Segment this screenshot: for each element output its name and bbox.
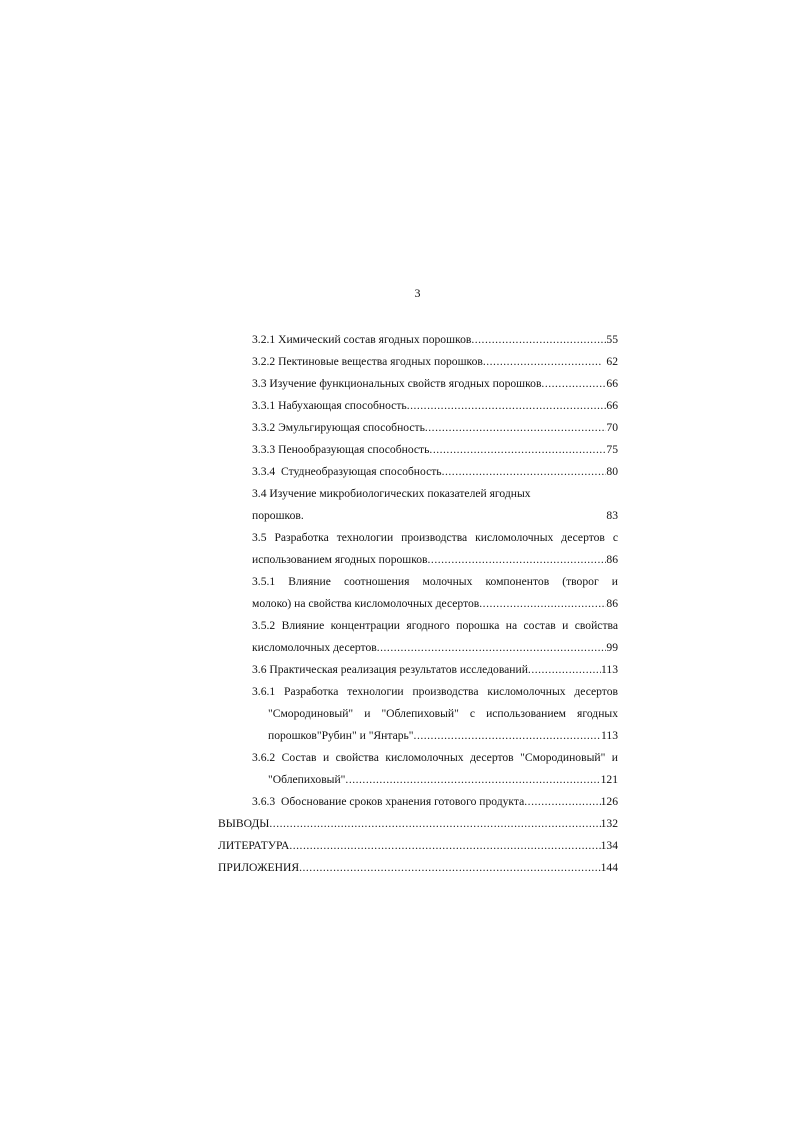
toc-entry-line: 3.6.2 Состав и свойства кисломолочных десертов "Смородиновый" и [252,751,618,764]
toc-entry-text: "Облепиховый" [268,773,346,786]
toc-entry [218,839,618,853]
toc-entry-page: 66 [606,377,618,390]
toc-entry [268,773,618,787]
toc-entry-text: ПРИЛОЖЕНИЯ [218,861,300,874]
toc-entry [218,861,618,875]
toc-entry [252,553,618,567]
toc-entry [268,729,618,743]
toc-leader [479,597,606,611]
toc-entry [252,509,618,523]
toc-entry-page: 126 [600,795,618,808]
toc-entry-text: 3.2.2 Пектиновые вещества ягодных порошков [252,355,483,368]
toc-entry-line: "Смородиновый" и "Облепиховый" с использованием ягодных [268,707,618,720]
toc-leader [528,663,601,677]
toc-leader [541,377,606,391]
toc-entry-page: 75 [606,443,618,456]
toc-entry-page: 132 [600,817,618,830]
toc-leader [442,465,607,479]
toc-entry-page: 86 [606,597,618,610]
toc-leader [471,333,606,347]
toc-entry-page: 99 [606,641,618,654]
toc-entry-text: 3.3 Изучение функциональных свойств ягодных порошков [252,377,542,390]
toc-leader [299,861,601,875]
toc-entry-text: 3.3.2 Эмульгирующая способность [252,421,425,434]
toc-entry-page: 134 [600,839,618,852]
toc-entry-page: 113 [601,729,618,742]
toc-entry-page: 66 [606,399,618,412]
toc-leader [429,443,606,457]
toc-entry [252,443,618,457]
toc-entry [252,399,618,413]
toc-entry-text: 3.3.4 Студнеобразующая способность [252,465,442,478]
toc-leader [428,553,607,567]
toc-entry-text: ВЫВОДЫ [218,817,270,830]
toc-entry-text: порошков"Рубин" и "Янтарь" [268,729,414,742]
toc-leader [345,773,600,787]
toc-leader [269,817,600,831]
toc-entry-line: 3.5.1 Влияние соотношения молочных компонентов (творог и [252,575,618,588]
toc-entry-text: порошков. [252,509,304,522]
page-number: 3 [414,286,421,300]
toc-entry [252,795,618,809]
toc-entry [252,465,618,479]
toc-entry-page: 70 [606,421,618,434]
toc-entry [252,421,618,435]
toc-entry [252,641,618,655]
toc-entry-text: использованием ягодных порошков [252,553,428,566]
toc-leader [377,641,607,655]
toc-entry-line: 3.5.2 Влияние концентрации ягодного порошка на состав и свойства [252,619,618,632]
toc-leader [289,839,600,853]
toc-entry-line: 3.6.1 Разработка технологии производства кисломолочных десертов [252,685,618,698]
toc-entry-text: 3.2.1 Химический состав ягодных порошков [252,333,472,346]
toc-entry-page: 144 [600,861,618,874]
toc-leader [483,355,602,369]
toc-leader [407,399,607,413]
toc-leader [524,795,600,809]
toc-entry-line: 3.4 Изучение микробиологических показателей ягодных [252,487,531,500]
toc-entry-page: 80 [606,465,618,478]
toc-entry-text: 3.3.1 Набухающая способность [252,399,407,412]
toc-entry-page: 113 [601,663,618,676]
toc-entry-text: ЛИТЕРАТУРА [218,839,290,852]
toc-entry-page: 62 [606,355,618,368]
toc-entry [252,355,618,369]
toc-leader [414,729,601,743]
toc-entry-text: 3.3.3 Пенообразующая способность [252,443,430,456]
toc-entry [252,333,618,347]
toc-entry-text: 3.6 Практическая реализация результатов исследований [252,663,528,676]
toc-entry-line: 3.5 Разработка технологии производства кисломолочных десертов с [252,531,618,544]
toc-entry-page: 55 [606,333,618,346]
toc-entry-text: молоко) на свойства кисломолочных десертов [252,597,480,610]
toc-entry-page: 86 [606,553,618,566]
toc-leader [425,421,607,435]
toc-entry [218,817,618,831]
toc-entry-text: 3.6.3 Обоснование сроков хранения готового продукта [252,795,525,808]
toc-entry [252,377,618,391]
toc-entry-page: 121 [600,773,618,786]
toc-entry [252,663,618,677]
toc-entry [252,597,618,611]
toc-entry-text: кисломолочных десертов [252,641,377,654]
toc-entry-page: 83 [606,509,618,522]
